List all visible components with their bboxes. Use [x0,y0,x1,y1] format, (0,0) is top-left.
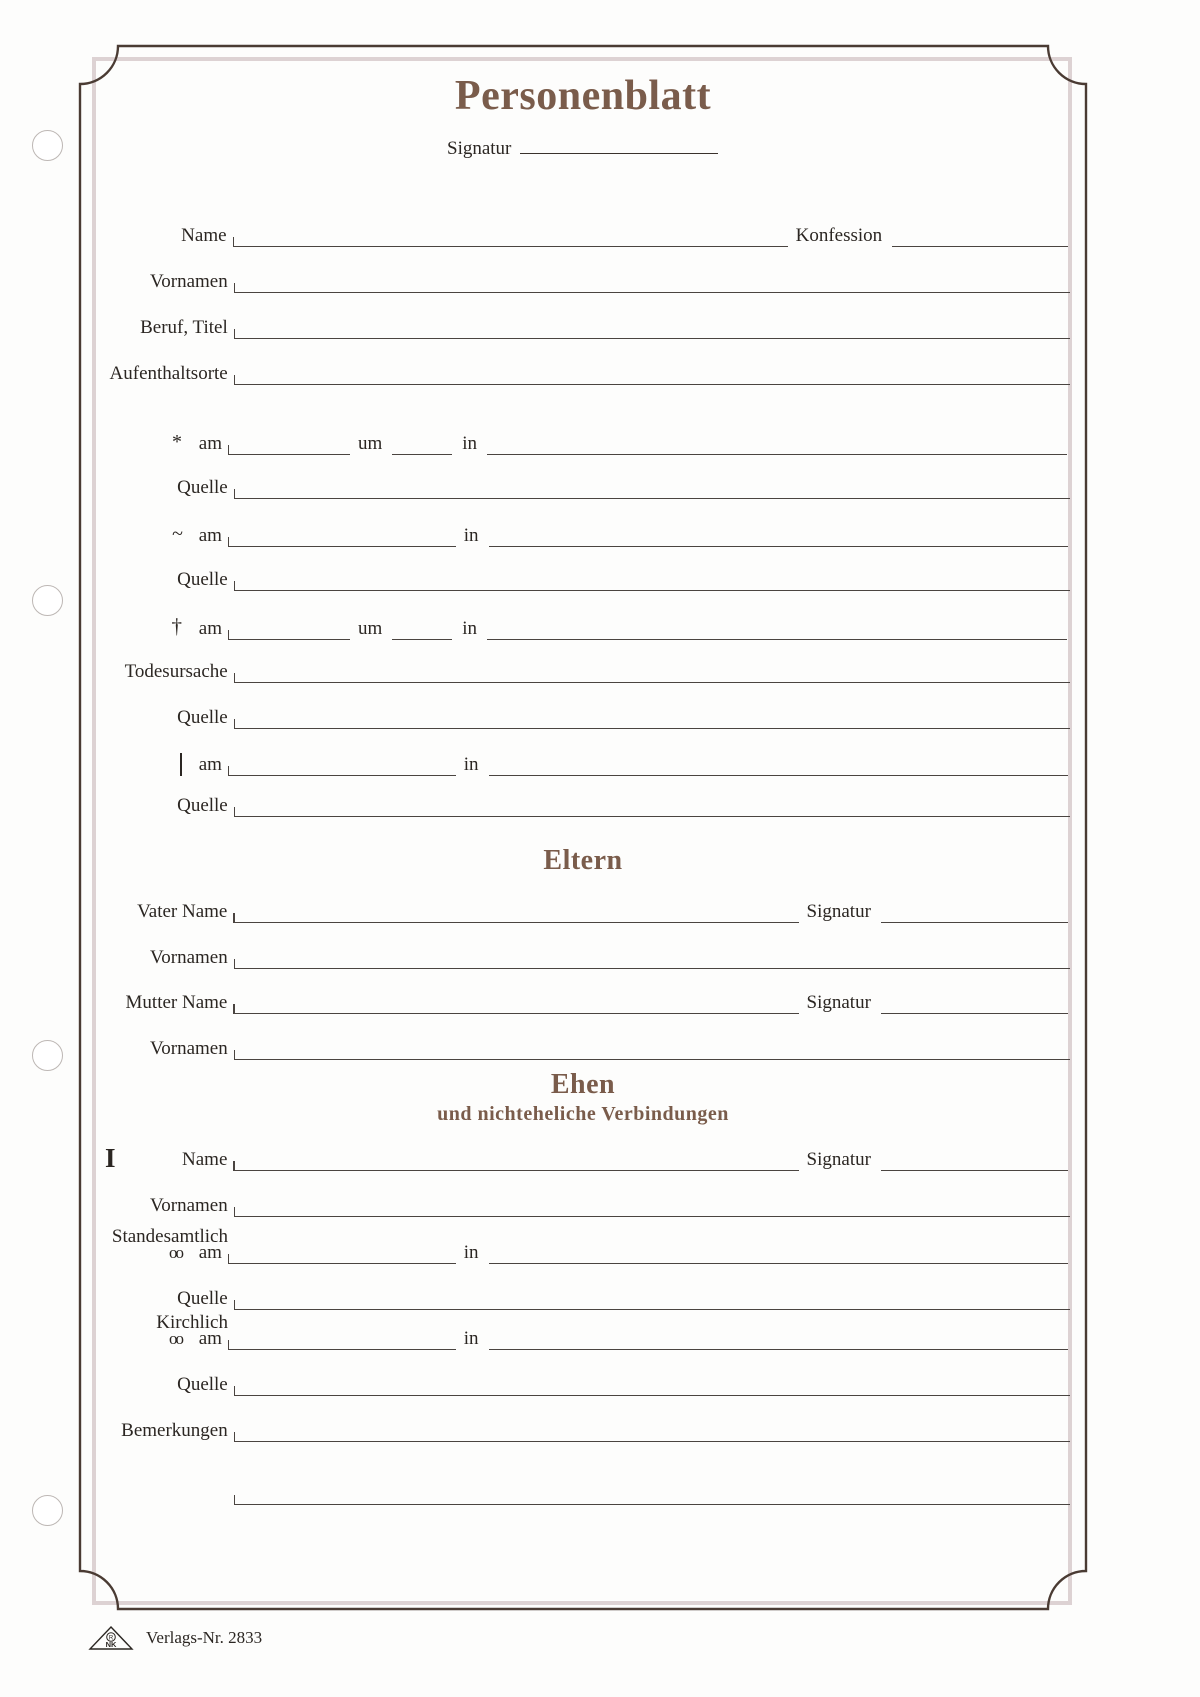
birth-source-input[interactable] [234,484,1070,499]
ehe-vornamen-label: Vornamen [150,1195,228,1216]
punch-hole [32,585,63,616]
burial-source-input[interactable] [234,802,1070,817]
burial-place-input[interactable] [489,763,1069,776]
row-baptism[interactable] [110,524,1070,547]
page-title: Personenblatt [454,73,712,119]
row-remarks-continuation[interactable] [110,1490,1070,1505]
todesursache-input[interactable] [234,668,1070,683]
row-spouse-given-names[interactable] [110,1196,1070,1217]
section-heading-ehen: Ehen [550,1069,616,1100]
vater-name-label: Vater Name [137,901,228,922]
konfession-label: Konfession [795,225,883,246]
todesursache-label: Todesursache [124,661,228,682]
row-father-name[interactable] [100,902,1070,923]
ehe-name-input[interactable] [233,1156,798,1171]
mutter-signatur-label: Signatur [806,992,871,1013]
row-burial[interactable] [110,754,1070,776]
signature-field-top[interactable] [447,138,718,160]
svg-text:NK: NK [105,1640,117,1650]
publisher-logo-icon [88,1625,134,1651]
marriage-numeral: I [105,1143,116,1173]
row-name[interactable] [110,226,1070,247]
mutter-vornamen-input[interactable] [234,1045,1070,1060]
birth-in-label: in [462,433,478,454]
death-source-input[interactable] [234,714,1070,729]
row-burial-source[interactable] [110,796,1070,817]
ehe-signatur-input[interactable] [881,1158,1068,1171]
svg-text:R: R [108,1635,114,1642]
civil-place-input[interactable] [489,1251,1069,1264]
vater-name-input[interactable] [233,908,798,923]
name-input[interactable] [233,232,788,247]
ehe-vornamen-input[interactable] [234,1202,1070,1217]
name-label: Name [181,225,227,246]
baptism-source-label: Quelle [177,569,228,590]
death-dagger-icon: † [171,614,182,638]
burial-in-label: in [463,754,479,776]
death-um-label: um [358,618,383,639]
death-time-input[interactable] [392,627,452,640]
birth-asterisk-icon: * [172,431,182,453]
baptism-in-label: in [463,525,479,546]
bemerkungen-input-line2[interactable] [234,1490,1070,1505]
vater-vornamen-input[interactable] [234,954,1070,969]
church-in-label: in [463,1328,479,1349]
row-church-marriage[interactable] [110,1329,1070,1350]
row-death-source[interactable] [110,708,1070,729]
ehe-signatur-label: Signatur [806,1149,871,1170]
row-mother-given-names[interactable] [110,1039,1070,1060]
civil-am-label: am [198,1242,222,1263]
marriage-infinity-icon: oo [168,1329,182,1348]
row-civil-source[interactable] [110,1289,1070,1310]
beruf-titel-label: Beruf, Titel [140,317,228,338]
row-spouse-name[interactable] [110,1150,1070,1171]
civil-source-label: Quelle [177,1288,228,1309]
signature-rule[interactable] [520,141,718,154]
mutter-vornamen-label: Vornamen [150,1038,228,1059]
death-am-label: am [198,618,222,639]
section-subheading-ehen: und nichteheliche Verbindungen [437,1103,729,1125]
civil-in-label: in [463,1242,479,1263]
row-remarks[interactable] [98,1421,1070,1442]
row-church-source[interactable] [110,1375,1070,1396]
death-place-input[interactable] [487,627,1067,640]
baptism-place-input[interactable] [489,534,1069,547]
burial-source-label: Quelle [177,795,228,816]
aufenthaltsorte-input[interactable] [234,370,1070,385]
birth-place-input[interactable] [487,442,1067,455]
section-heading-eltern: Eltern [543,845,623,876]
catalog-number: Verlags-Nr. 2833 [146,1628,263,1647]
row-aufenthaltsorte[interactable] [98,364,1070,385]
birth-um-label: um [358,433,383,454]
row-birth-source[interactable] [110,478,1070,499]
civil-source-input[interactable] [234,1295,1070,1310]
vater-signatur-input[interactable] [881,910,1068,923]
row-mother-name[interactable] [100,993,1070,1014]
konfession-input[interactable] [892,234,1068,247]
ehe-name-label: Name [182,1149,228,1170]
vornamen-input[interactable] [234,278,1070,293]
baptism-tilde-icon: ~ [172,523,182,545]
civil-date-input[interactable] [228,1249,456,1264]
mutter-signatur-input[interactable] [881,1001,1068,1014]
mutter-name-input[interactable] [233,999,798,1014]
footer [88,1625,262,1651]
burial-am-label: am [198,754,222,776]
bemerkungen-label: Bemerkungen [121,1420,228,1441]
marriage-infinity-icon: oo [168,1243,182,1262]
birth-time-input[interactable] [392,442,452,455]
baptism-am-label: am [198,525,222,546]
row-baptism-source[interactable] [110,570,1070,591]
row-birth[interactable] [110,432,1070,455]
punch-hole [32,130,63,161]
vater-signatur-label: Signatur [806,901,871,922]
vater-vornamen-label: Vornamen [150,947,228,968]
row-beruf-titel[interactable] [110,318,1070,339]
row-cause-of-death[interactable] [98,662,1070,683]
death-in-label: in [462,618,478,639]
row-civil-marriage[interactable] [110,1243,1070,1264]
row-father-given-names[interactable] [110,948,1070,969]
church-date-input[interactable] [228,1335,456,1350]
row-vornamen[interactable] [110,272,1070,293]
baptism-source-input[interactable] [234,576,1070,591]
church-am-label: am [198,1328,222,1349]
birth-date-input[interactable] [228,440,350,455]
aufenthaltsorte-label: Aufenthaltsorte [109,363,228,384]
death-date-input[interactable] [228,625,350,640]
beruf-titel-input[interactable] [234,324,1070,339]
birth-source-label: Quelle [177,477,228,498]
standesamtlich-label: Standesamtlich [111,1226,228,1247]
bemerkungen-input[interactable] [234,1427,1070,1442]
signature-label: Signatur [447,138,512,159]
church-source-label: Quelle [177,1374,228,1395]
baptism-date-input[interactable] [228,532,456,547]
church-place-input[interactable] [489,1337,1069,1350]
mutter-name-label: Mutter Name [125,992,228,1013]
punch-hole [32,1495,63,1526]
birth-am-label: am [198,433,222,454]
punch-hole [32,1040,63,1071]
burial-date-input[interactable] [228,761,456,776]
vornamen-label: Vornamen [150,271,228,292]
death-source-label: Quelle [177,707,228,728]
row-death[interactable] [110,616,1070,640]
church-source-input[interactable] [234,1381,1070,1396]
kirchlich-label: Kirchlich [156,1312,228,1333]
